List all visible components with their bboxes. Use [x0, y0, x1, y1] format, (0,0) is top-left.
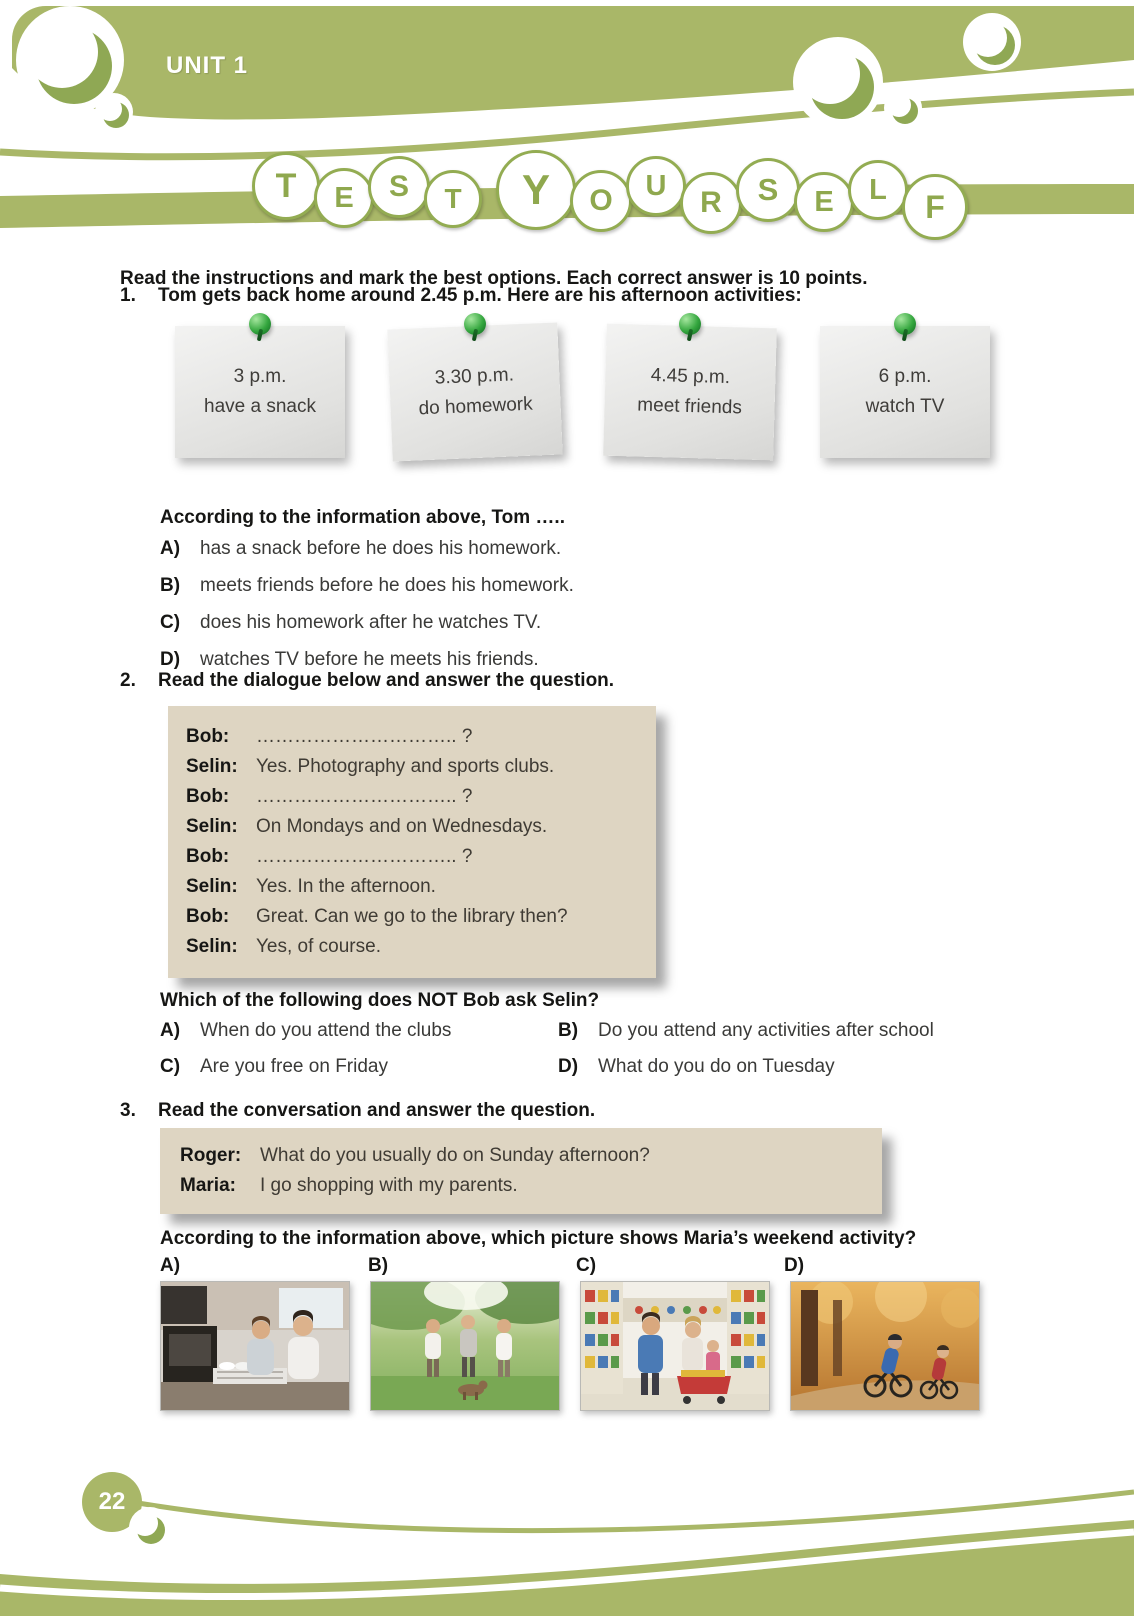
question-2-options: [160, 1017, 934, 1081]
dialogue-box: [168, 706, 656, 978]
dialogue-line: [186, 932, 638, 962]
title-letter: L: [848, 160, 908, 220]
question-number: 3.: [120, 1100, 136, 1121]
option-c: [160, 609, 574, 637]
question-prompt: Read the conversation and answer the question.: [158, 1100, 596, 1121]
option-d: [558, 1053, 934, 1081]
pushpin-icon: [894, 313, 916, 345]
note-activity: meet friends: [637, 394, 743, 419]
speaker-text: ………………………….. ?: [256, 846, 473, 867]
dialogue-line: [180, 1171, 862, 1201]
dialogue-box: [160, 1128, 882, 1214]
title-letter: Y: [496, 150, 576, 230]
speaker-text: ………………………….. ?: [256, 726, 473, 747]
speaker-text: Great. Can we go to the library then?: [256, 906, 568, 927]
speaker-name: Bob:: [186, 906, 230, 927]
speaker-name: Maria:: [180, 1175, 236, 1196]
dialogue-line: [186, 782, 638, 812]
picture-label-b: B): [368, 1255, 389, 1276]
moon-circle-icon: [95, 93, 133, 131]
speaker-name: Bob:: [186, 726, 230, 747]
option-label: D): [160, 649, 181, 670]
question-number: 2.: [120, 670, 136, 691]
pushpin-icon: [249, 313, 271, 345]
speaker-text: What do you usually do on Sunday afternoon?: [260, 1145, 650, 1166]
speaker-text: On Mondays and on Wednesdays.: [256, 816, 548, 837]
title-letter: E: [794, 172, 854, 232]
option-label: C): [160, 612, 181, 633]
test-yourself-title: [252, 150, 962, 230]
option-text: does his homework after he watches TV.: [200, 612, 542, 633]
dialogue-line: [186, 842, 638, 872]
option-a: [160, 1017, 558, 1045]
note-time: 3.30 p.m.: [434, 364, 515, 389]
option-text: When do you attend the clubs: [200, 1020, 452, 1041]
note-time: 3 p.m.: [233, 366, 287, 387]
dialogue-line: [186, 902, 638, 932]
title-letter: S: [736, 158, 800, 222]
dialogue-line: [186, 872, 638, 902]
title-letter: O: [570, 170, 632, 232]
moon-circle-icon: [963, 13, 1021, 71]
speaker-text: ………………………….. ?: [256, 786, 473, 807]
option-label: B): [558, 1020, 579, 1041]
option-label: A): [160, 1020, 181, 1041]
question-3-heading: [120, 1100, 595, 1122]
sticky-note: [820, 326, 990, 466]
option-text: watches TV before he meets his friends.: [200, 649, 539, 670]
picture-label-a: A): [160, 1255, 181, 1276]
question-1-heading: [120, 285, 802, 307]
option-a: [160, 535, 574, 563]
moon-circle-icon: [793, 37, 883, 127]
title-letter: U: [626, 156, 686, 216]
option-c: [160, 1053, 558, 1081]
option-text: Do you attend any activities after school: [598, 1020, 934, 1041]
question-2-heading: [120, 670, 614, 692]
title-letter: R: [680, 172, 742, 234]
option-text: What do you do on Tuesday: [598, 1056, 835, 1077]
speaker-text: Yes. Photography and sports clubs.: [256, 756, 555, 777]
question-1-options: [160, 535, 574, 683]
washing-dishes-kitchen-photo: [160, 1281, 350, 1411]
question-prompt: Tom gets back home around 2.45 p.m. Here are his afternoon activities:: [158, 285, 802, 306]
page-number: 22: [98, 1488, 126, 1515]
option-text: meets friends before he does his homework.: [200, 575, 574, 596]
note-activity: watch TV: [865, 396, 945, 417]
speaker-text: Yes. In the afternoon.: [256, 876, 436, 897]
dialogue-line: [180, 1141, 862, 1171]
option-label: C): [160, 1056, 181, 1077]
question-3-stem: According to the information above, which picture shows Maria’s weekend activity?: [160, 1228, 917, 1249]
family-cycling-autumn-forest-photo: [790, 1281, 980, 1411]
unit-label: UNIT 1: [166, 52, 249, 79]
dialogue-line: [186, 752, 638, 782]
dialogue-line: [186, 722, 638, 752]
family-walking-dog-park-photo: [370, 1281, 560, 1411]
speaker-name: Selin:: [186, 816, 238, 837]
title-letter: S: [368, 156, 430, 218]
title-letter: F: [902, 174, 968, 240]
moon-circle-icon: [128, 1506, 172, 1550]
instructions-text: Read the instructions and mark the best options. Each correct answer is 10 points.: [120, 268, 868, 289]
option-label: B): [160, 575, 181, 596]
sticky-note: [605, 326, 775, 466]
title-letter: T: [252, 152, 320, 220]
note-activity: have a snack: [204, 396, 316, 417]
pushpin-icon: [679, 313, 701, 345]
note-time: 6 p.m.: [878, 366, 932, 387]
speaker-name: Bob:: [186, 846, 230, 867]
family-shopping-supermarket-photo: [580, 1281, 770, 1411]
question-prompt: Read the dialogue below and answer the question.: [158, 670, 615, 691]
note-time: 4.45 p.m.: [650, 364, 731, 389]
picture-label-d: D): [784, 1255, 805, 1276]
speaker-name: Roger:: [180, 1145, 242, 1166]
speaker-name: Selin:: [186, 936, 238, 957]
option-label: A): [160, 538, 181, 559]
speaker-name: Selin:: [186, 876, 238, 897]
option-b: [558, 1017, 934, 1045]
option-text: Are you free on Friday: [200, 1056, 388, 1077]
title-letter: E: [314, 168, 374, 228]
speaker-text: Yes, of course.: [256, 936, 381, 957]
option-b: [160, 572, 574, 600]
question-1-stem: According to the information above, Tom …..: [160, 507, 565, 528]
pushpin-icon: [464, 313, 486, 345]
picture-label-c: C): [576, 1255, 597, 1276]
option-label: D): [558, 1056, 579, 1077]
moon-circle-icon: [884, 89, 922, 127]
sticky-note: [175, 326, 345, 466]
sticky-note: [390, 326, 560, 466]
question-number: 1.: [120, 285, 136, 306]
speaker-text: I go shopping with my parents.: [260, 1175, 518, 1196]
picture-option-labels: [160, 1255, 1060, 1279]
sticky-notes-row: [175, 326, 990, 466]
note-activity: do homework: [418, 393, 534, 420]
dialogue-line: [186, 812, 638, 842]
picture-options-row: [160, 1281, 980, 1411]
speaker-name: Bob:: [186, 786, 230, 807]
option-text: has a snack before he does his homework.: [200, 538, 562, 559]
title-letter: T: [424, 170, 482, 228]
speaker-name: Selin:: [186, 756, 238, 777]
question-2-stem: Which of the following does NOT Bob ask Selin?: [160, 990, 600, 1011]
